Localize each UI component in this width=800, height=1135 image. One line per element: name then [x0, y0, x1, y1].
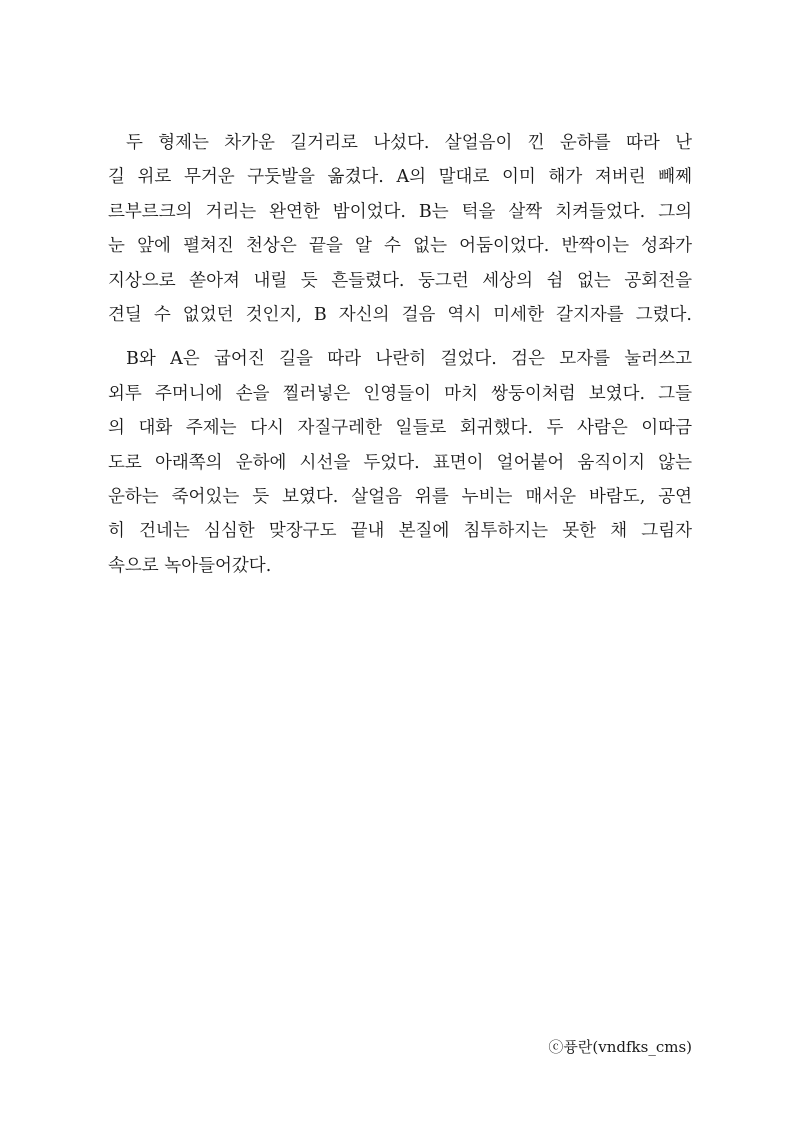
text-line: 길 위로 무거운 구둣발을 옮겼다. A의 말대로 이미 해가 져버린 빼쩨	[108, 167, 692, 188]
text-line: 르부르크의 거리는 완연한 밤이었다. B는 턱을 살짝 치켜들었다. 그의	[108, 201, 692, 222]
text-line: 도로 아래쪽의 운하에 시선을 두었다. 표면이 얼어붙어 움직이지 않는	[108, 452, 692, 473]
text-line: 두 형제는 차가운 길거리로 나섰다. 살얼음이 낀 운하를 따라 난	[126, 133, 692, 153]
story-text	[108, 126, 692, 583]
text-line: 견딜 수 없었던 것인지, B 자신의 걸음 역시 미세한 갈지자를 그렸다.	[108, 305, 692, 326]
paragraph-2	[108, 342, 692, 583]
text-line: 운하는 죽어있는 듯 보였다. 살얼음 위를 누비는 매서운 바람도, 공연	[108, 487, 692, 508]
text-line: 의 대화 주제는 다시 자질구레한 일들로 회귀했다. 두 사람은 이따금	[108, 418, 692, 439]
text-line: 눈 앞에 펼쳐진 천상은 끝을 알 수 없는 어둠이었다. 반짝이는 성좌가	[108, 236, 692, 257]
text-line: 속으로 녹아들어갔다.	[108, 555, 272, 576]
text-line: 지상으로 쏟아져 내릴 듯 흔들렸다. 둥그런 세상의 쉼 없는 공회전을	[108, 270, 692, 291]
paragraph-1	[108, 126, 692, 332]
copyright-notice: ⓒ퓽란(vndfks_cms)	[548, 1038, 692, 1056]
text-line: 외투 주머니에 손을 찔러넣은 인영들이 마치 쌍둥이처럼 보였다. 그들	[108, 383, 692, 404]
text-line: 히 건네는 심심한 맞장구도 끝내 본질에 침투하지는 못한 채 그림자	[108, 521, 692, 542]
text-line: B와 A은 굽어진 길을 따라 나란히 걸었다. 검은 모자를 눌러쓰고	[126, 349, 692, 370]
